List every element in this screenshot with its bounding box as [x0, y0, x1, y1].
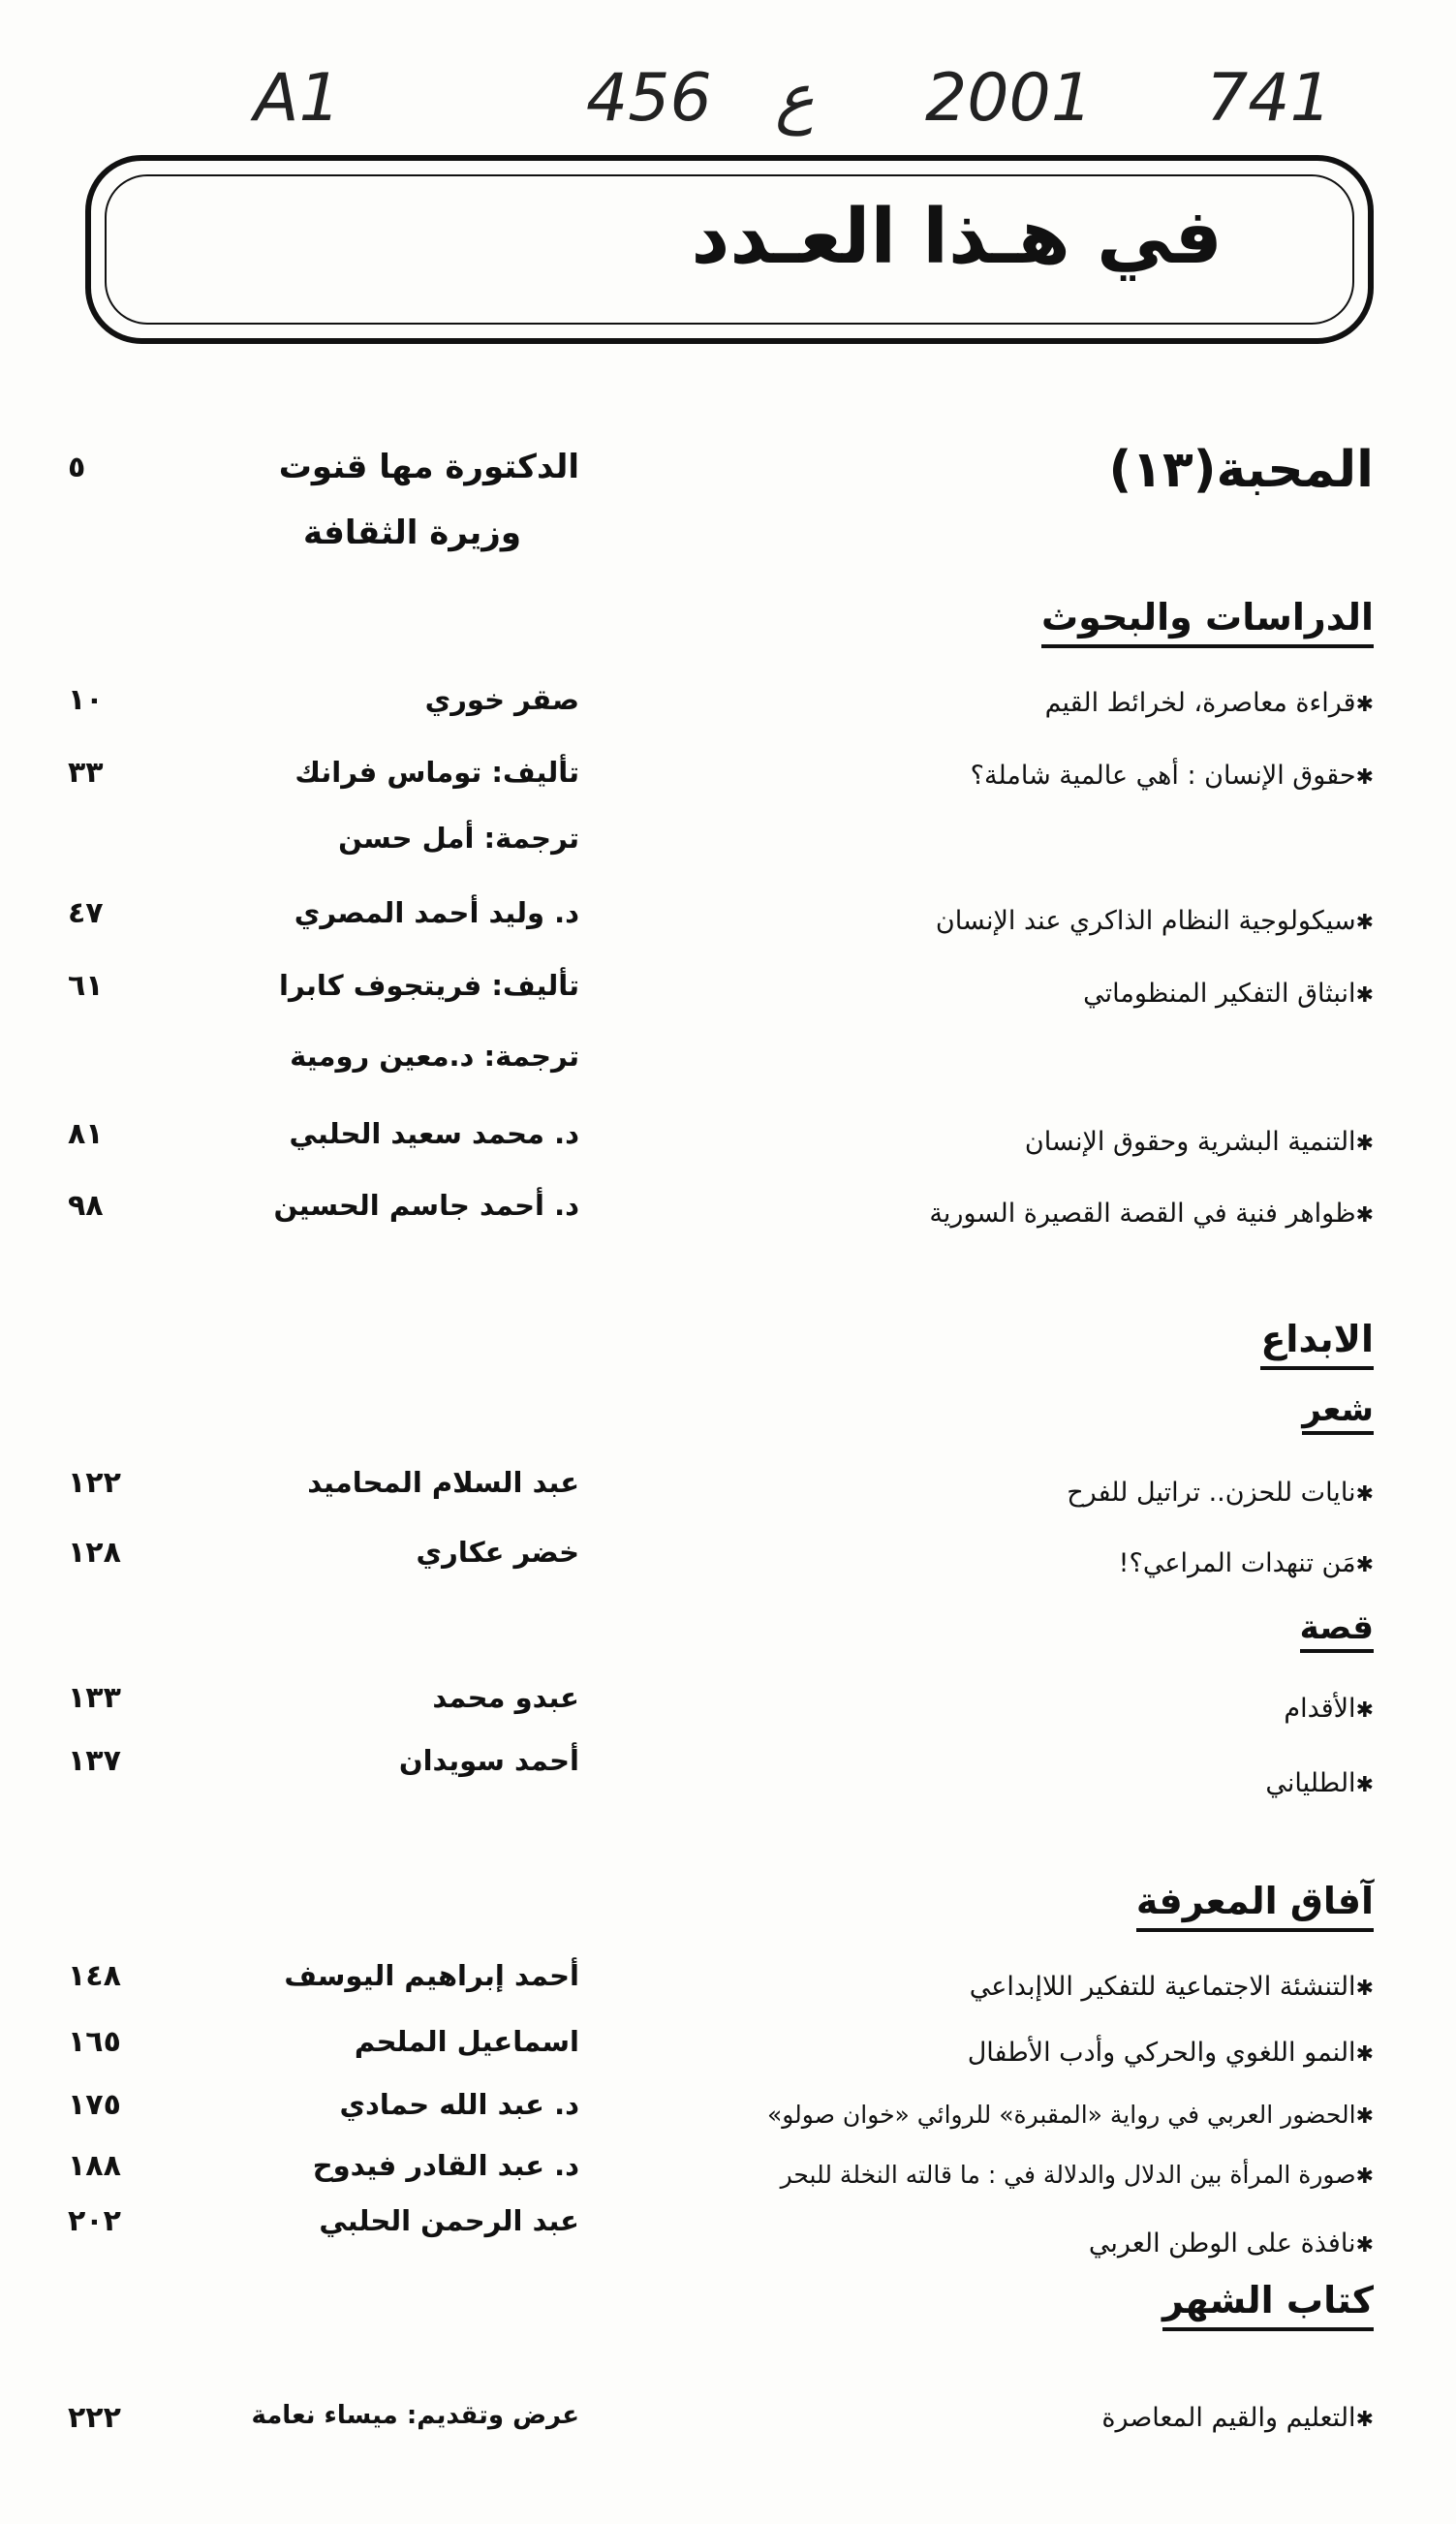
- entry-title: ✱ مَن تنهدات المراعي؟!: [1119, 1548, 1374, 1578]
- entry-author: عرض وتقديم: ميساء نعامة: [251, 2401, 579, 2430]
- entry-title: ✱ ظواهر فنية في القصة القصيرة السورية: [929, 1199, 1374, 1229]
- entry-author: أحمد سويدان: [398, 1744, 579, 1777]
- entry-translator: ترجمة: أمل حسن: [338, 822, 579, 855]
- entry-page: ١٢٨: [68, 1536, 121, 1570]
- entry-title: ✱ التنمية البشرية وحقوق الإنسان: [1025, 1127, 1374, 1157]
- section-heading: كتاب الشهر: [1162, 2279, 1374, 2331]
- entry-title: ✱ التعليم والقيم المعاصرة: [1101, 2403, 1374, 2433]
- section-heading: آفاق المعرفة: [1136, 1880, 1374, 1932]
- entry-page: ١٦٥: [68, 2025, 121, 2059]
- header-frame: [85, 155, 1374, 344]
- entry-title: ✱ الطلياني: [1265, 1768, 1374, 1798]
- lead-page: ٥: [68, 451, 86, 484]
- entry-page: ١٨٨: [68, 2149, 121, 2183]
- entry-author: د. عبد القادر فيدوح: [312, 2149, 579, 2182]
- page-title: في هـذا العـدد: [691, 194, 1223, 281]
- subsection-heading: قصة: [1300, 1608, 1374, 1653]
- entry-author: عبد الرحمن الحلبي: [319, 2204, 579, 2237]
- entry-author: عبدو محمد: [432, 1681, 579, 1714]
- entry-title: ✱ الحضور العربي في رواية «المقبرة» للروائي «خوان صولو»: [767, 2101, 1374, 2129]
- entry-author: عبد السلام المحاميد: [307, 1466, 579, 1499]
- handwritten-note-part: ع: [775, 60, 815, 137]
- entry-title: ✱ انبثاق التفكير المنظوماتي: [1083, 979, 1374, 1009]
- entry-author: د. أحمد جاسم الحسين: [273, 1189, 579, 1222]
- section-heading: الدراسات والبحوث: [1041, 596, 1374, 648]
- entry-title: ✱ الأقدام: [1284, 1694, 1374, 1724]
- entry-author: خضر عكاري: [416, 1536, 579, 1569]
- subsection-heading: شعر: [1302, 1390, 1374, 1435]
- entry-author: اسماعيل الملحم: [354, 2025, 579, 2058]
- issue-name: المحبة(١٣): [1108, 441, 1374, 499]
- entry-author: د. محمد سعيد الحلبي: [289, 1117, 579, 1150]
- entry-author: د. وليد أحمد المصري: [294, 896, 579, 929]
- handwritten-note-part: 741: [1206, 60, 1332, 137]
- entry-translator: ترجمة: د.معين رومية: [290, 1040, 579, 1073]
- handwritten-note-part: 456: [586, 60, 712, 137]
- entry-title: ✱ نافذة على الوطن العربي: [1089, 2228, 1374, 2259]
- lead-author: الدكتورة مها قنوت: [278, 448, 579, 486]
- entry-page: ١٠: [68, 683, 104, 717]
- entry-page: ١٤٨: [68, 1959, 121, 1993]
- entry-author: تأليف: توماس فرانك: [294, 756, 579, 789]
- entry-title: ✱ النمو اللغوي والحركي وأدب الأطفال: [968, 2038, 1374, 2068]
- entry-title: ✱ صورة المرأة بين الدلال والدلالة في : ما قالته النخلة للبحر: [781, 2161, 1374, 2189]
- entry-title: ✱ سيكولوجية النظام الذاكري عند الإنسان: [936, 906, 1374, 936]
- entry-page: ١٣٣: [68, 1681, 121, 1715]
- entry-title: ✱ حقوق الإنسان : أهي عالمية شاملة؟: [971, 761, 1374, 791]
- section-heading: الابداع: [1260, 1318, 1374, 1370]
- entry-title: ✱ التنشئة الاجتماعية للتفكير اللاإبداعي: [970, 1972, 1374, 2002]
- handwritten-note: [0, 60, 1456, 167]
- entry-page: ٦١: [68, 969, 104, 1003]
- entry-page: ٢٢٢: [68, 2401, 121, 2435]
- entry-author: تأليف: فريتجوف كابرا: [279, 969, 579, 1002]
- entry-page: ٩٨: [68, 1189, 104, 1223]
- entry-page: ١٢٢: [68, 1466, 121, 1500]
- entry-author: أحمد إبراهيم اليوسف: [284, 1959, 579, 1992]
- entry-page: ١٣٧: [68, 1744, 121, 1778]
- handwritten-note-part: A1: [254, 60, 341, 137]
- entry-page: ٤٧: [68, 896, 104, 930]
- entry-page: ٣٣: [68, 756, 104, 790]
- entry-author: صقر خوري: [424, 683, 579, 716]
- lead-author-role: وزيرة الثقافة: [303, 514, 521, 552]
- entry-author: د. عبد الله حمادي: [339, 2088, 579, 2121]
- entry-page: ١٧٥: [68, 2088, 121, 2122]
- entry-title: ✱ نايات للحزن.. تراتيل للفرح: [1067, 1478, 1374, 1508]
- handwritten-note-part: 2001: [925, 60, 1094, 137]
- entry-title: ✱ قراءة معاصرة، لخرائط القيم: [1045, 688, 1374, 718]
- entry-page: ٨١: [68, 1117, 104, 1151]
- entry-page: ٢٠٢: [68, 2204, 121, 2238]
